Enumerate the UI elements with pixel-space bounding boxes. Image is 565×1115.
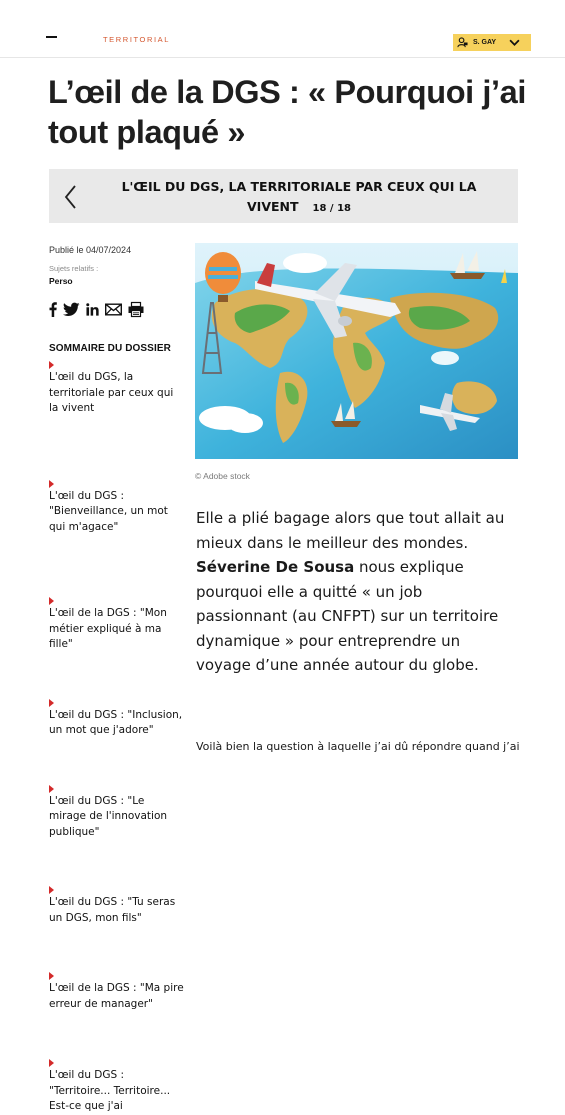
bullet-arrow-icon	[49, 699, 54, 707]
dossier-title-text: L'ŒIL DU DGS, LA TERRITORIALE PAR CEUX QUI LA VIVENT	[121, 179, 477, 214]
top-bar	[0, 0, 565, 58]
dossier-banner	[49, 169, 518, 223]
bullet-arrow-icon	[49, 361, 54, 369]
sommaire-item[interactable]: L'œil de la DGS : "Mon métier expliqué à ma fille"	[49, 597, 184, 653]
sommaire-title: SOMMAIRE DU DOSSIER	[49, 343, 171, 354]
twitter-icon[interactable]	[63, 302, 80, 317]
page-title: L’œil de la DGS : « Pourquoi j’ai tout plaqué »	[48, 74, 526, 150]
world-map-travel-illustration	[195, 243, 518, 459]
print-icon[interactable]	[128, 302, 144, 317]
sommaire-item[interactable]: L'œil de la DGS : "Ma pire erreur de manager"	[49, 972, 184, 1012]
dossier-counter: 18 / 18	[312, 203, 351, 214]
chevron-down-icon	[509, 37, 520, 48]
topics-label: Sujets relatifs :	[49, 264, 99, 273]
brand-logo[interactable]: TERRITORIAL	[103, 35, 171, 44]
menu-icon[interactable]	[46, 36, 57, 38]
sommaire-item[interactable]: L'œil du DGS : "Tu seras un DGS, mon fils"	[49, 886, 184, 926]
sommaire-item[interactable]: L'œil du DGS : "Le mirage de l'innovation publique"	[49, 785, 184, 841]
bullet-arrow-icon	[49, 1059, 54, 1067]
sommaire-item[interactable]: L'œil du DGS : "Bienveillance, un mot qui m'agace"	[49, 480, 184, 536]
article-image	[195, 243, 518, 459]
author-name-highlight: Séverine De Sousa	[196, 558, 355, 576]
email-icon[interactable]	[105, 302, 122, 317]
chevron-left-icon[interactable]	[63, 184, 77, 210]
sommaire-item[interactable]: L'œil du DGS, la territoriale par ceux qui la vivent	[49, 361, 184, 417]
user-account-button[interactable]	[453, 34, 531, 51]
bullet-arrow-icon	[49, 972, 54, 980]
article-body: Voilà bien la question à laquelle j’ai dû répondre quand j’ai	[196, 740, 520, 753]
image-credit: © Adobe stock	[195, 471, 250, 481]
sommaire-item[interactable]: L'œil du DGS : "Inclusion, un mot que j'adore"	[49, 699, 184, 739]
bullet-arrow-icon	[49, 597, 54, 605]
sommaire-list	[49, 361, 184, 1112]
share-bar	[49, 302, 150, 317]
bullet-arrow-icon	[49, 886, 54, 894]
topic-link[interactable]: Perso	[49, 276, 73, 286]
facebook-icon[interactable]	[49, 302, 57, 317]
bullet-arrow-icon	[49, 785, 54, 793]
dossier-title[interactable]	[109, 177, 489, 219]
article-lead: Elle a plié bagage alors que tout allait au mieux dans le meilleur des mondes. Séverine De Sousa nous explique pourquoi elle a quitté « un job passionnant (au CNFPT) sur un territoire dynamique » pour entreprendre un voyage d’une année autour du globe.	[196, 509, 505, 674]
publication-date: Publié le 04/07/2024	[49, 245, 132, 255]
linkedin-icon[interactable]	[86, 302, 99, 317]
bullet-arrow-icon	[49, 480, 54, 488]
user-name: S. GAY	[473, 39, 497, 46]
user-key-icon	[457, 37, 468, 48]
sommaire-item[interactable]: L'œil du DGS : "Territoire... Territoire... Est-ce que j'ai	[49, 1059, 184, 1115]
